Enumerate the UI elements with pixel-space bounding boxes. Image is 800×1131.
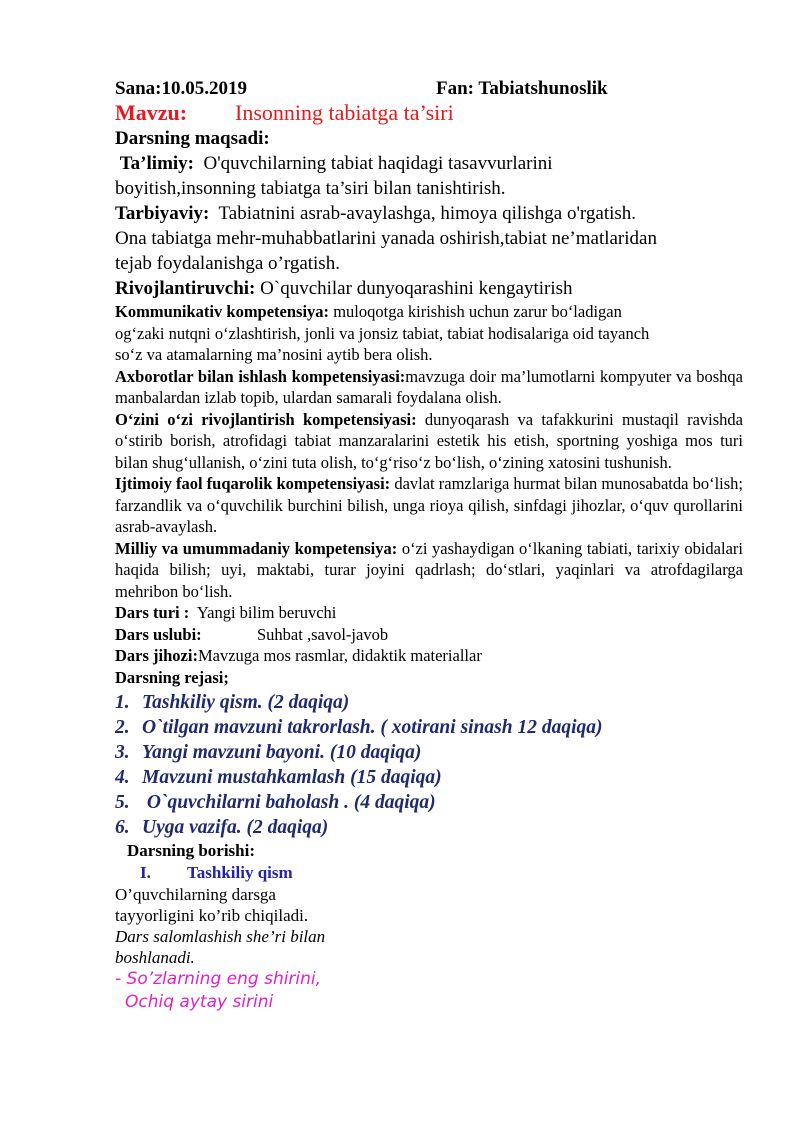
topic-line [115, 100, 743, 126]
dars-jihozi-label: Dars jihozi: [115, 646, 198, 665]
tarbiyaviy-line3: tejab foydalanishga o’rgatish. [115, 253, 340, 274]
ozini-paragraph [115, 409, 743, 474]
komm-line1: muloqotga kirishish uchun zarur bo‘ladigan [333, 302, 622, 321]
lesson-plan-list [115, 690, 743, 840]
tarbiyaviy-line1: Tabiatnini asrab-avaylashga, himoya qilishga o'rgatish. [218, 203, 637, 224]
poem-line2: Ochiq aytay sirini [125, 992, 274, 1012]
section-heading [115, 862, 743, 884]
axb-label: Axborotlar bilan ishlash kompetensiyasi: [115, 366, 406, 386]
dars-turi-label: Dars turi : [115, 603, 190, 622]
talimiy-line1: O'quvchilarning tabiat haqidagi tasavvurlarini [203, 153, 553, 174]
list-item: 3. Yangi mavzuni bayoni. (10 daqiqa) [115, 742, 422, 763]
talimiy-line2: boyitish,insonning tabiatga ta’siri bilan tanishtirish. [115, 178, 506, 199]
poem-line1: - So’zlarning eng shirini, [115, 969, 322, 989]
progress-line1: O’quvchilarning darsga [115, 885, 276, 904]
rivoj-text: O`quvchilar dunyoqarashini kengaytirish [260, 278, 573, 299]
talimiy-paragraph [115, 151, 743, 201]
section-number: I. [140, 863, 151, 882]
topic-label: Mavzu: [115, 100, 188, 125]
plan-heading: Darsning rejasi; [115, 667, 229, 687]
ijt-paragraph [115, 473, 743, 538]
progress-line2: tayyorligini ko’rib chiqiladi. [115, 906, 309, 925]
milliy-paragraph [115, 538, 743, 603]
progress-line3: Dars salomlashish she’ri bilan [115, 927, 326, 946]
dars-turi-value: Yangi bilim beruvchi [196, 603, 337, 622]
dars-uslubi-label: Dars uslubi: [115, 624, 202, 644]
progress-heading: Darsning borishi: [127, 841, 255, 860]
list-item: 4. Mavzuni mustahkamlash (15 daqiqa) [115, 767, 442, 788]
milliy-text: o‘zi yashaydigan o‘lkaning tabiati, tarixiy obidalari haqida bilish; uyi, maktabi, turar joyini qadrlash; do‘stlari, yaqinlari va atrofdagilarga mehribon bo‘lish. [115, 538, 743, 601]
komm-paragraph [115, 301, 743, 366]
komm-line3: so‘z va atamalarning ma’nosini aytib bera olish. [115, 345, 433, 364]
section-title: Tashkiliy qism [187, 863, 293, 882]
list-item: 6. Uyga vazifa. (2 daqiqa) [115, 817, 329, 838]
talimiy-label: Ta’limiy: [119, 153, 194, 174]
tarbiyaviy-paragraph [115, 201, 743, 276]
ijt-text: davlat ramzlariga hurmat bilan munosabatda bo‘lish; farzandlik va o‘quvchilik burchini bilish, unga rioya qilish, sinfdagi jihozlar, o‘quv qurollarini asrab-avaylash. [115, 474, 744, 536]
document-page [115, 78, 743, 1014]
tarbiyaviy-line2: Ona tabiatga mehr-muhabbatlarini yanada oshirish,tabiat ne’matlaridan [115, 228, 657, 249]
ozini-text: dunyoqarash va tafakkurini mustaqil ravishda o‘stirib borish, atrofidagi tabiat manzaralarini estetik his etish, sportning yoshiga mos turi bilan shug‘ullanish, o‘zini tuta olish, to‘g‘riso‘z bo‘lish, o‘zining xatosini tushunish. [115, 409, 744, 472]
axb-paragraph [115, 366, 743, 409]
date: Sana:10.05.2019 [115, 78, 247, 99]
axb-text: mavzuga doir ma’lumotlarni kompyuter va boshqa manbalardan izlab topib, ulardan samarali foydalana olish. [115, 366, 743, 407]
ijt-label: Ijtimoiy faol fuqarolik kompetensiyasi: [115, 474, 391, 493]
tarbiyaviy-label: Tarbiyaviy: [115, 203, 210, 224]
komm-label: Kommunikativ kompetensiya: [115, 302, 330, 321]
rivoj-paragraph [115, 276, 743, 301]
rivoj-label: Rivojlantiruvchi: [115, 278, 256, 299]
topic-title: Insonning tabiatga ta’siri [235, 100, 454, 125]
list-item: 1. Tashkiliy qism. (2 daqiqa) [115, 692, 350, 713]
dars-uslubi-line [115, 624, 743, 646]
list-item: 5. O`quvchilarni baholash . (4 daqiqa) [115, 792, 436, 813]
dars-jihozi-line [115, 645, 743, 667]
subject: Fan: Tabiatshunoslik [436, 78, 608, 99]
list-item: 2. O`tilgan mavzuni takrorlash. ( xotirani sinash 12 daqiqa) [115, 717, 603, 738]
goals-heading: Darsning maqsadi: [115, 128, 270, 149]
dars-jihozi-value: Mavzuga mos rasmlar, didaktik materiallar [197, 646, 482, 665]
dars-uslubi-value: Suhbat ,savol-javob [257, 624, 389, 644]
milliy-label: Milliy va umummadaniy kompetensiya: [115, 538, 398, 558]
progress-line4: boshlanadi. [115, 948, 195, 967]
komm-line2: og‘zaki nutqni o‘zlashtirish, jonli va jonsiz tabiat, tabiat hodisalariga oid tayanch [115, 323, 650, 343]
dars-turi-line [115, 602, 743, 624]
ozini-label: O‘zini o‘zi rivojlantirish kompetensiyasi: [115, 409, 417, 429]
header-line [115, 78, 743, 100]
